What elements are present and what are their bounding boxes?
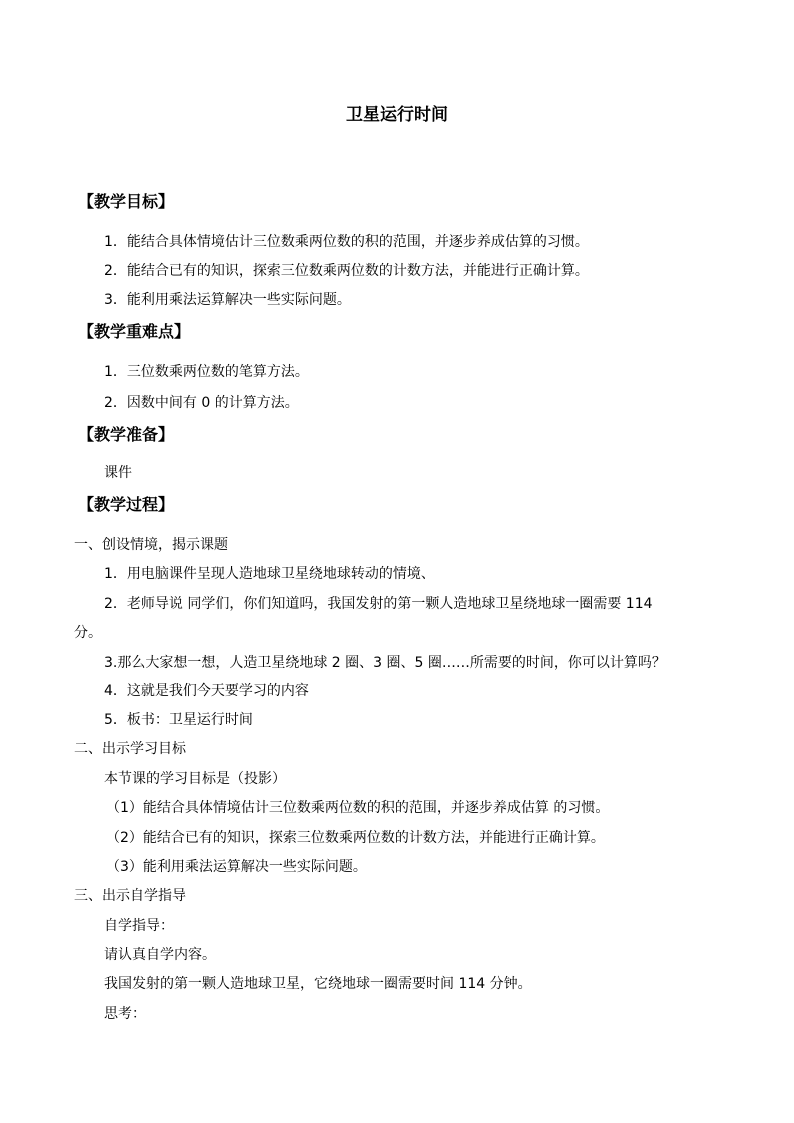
section-heading-preparation: 【教学准备】	[78, 425, 175, 444]
process-part-heading: 二、出示学习目标	[74, 741, 186, 757]
process-item: （3）能利用乘法运算解决一些实际问题。	[106, 859, 367, 875]
process-item: 5．板书：卫星运行时间	[104, 712, 253, 728]
process-item: 2．老师导说 同学们，你们知道吗，我国发射的第一颗人造地球卫星绕地球一圈需要 114	[104, 596, 653, 612]
process-item: 请认真自学内容。	[104, 947, 216, 963]
process-part-heading: 三、出示自学指导	[74, 888, 186, 904]
process-intro: 本节课的学习目标是（投影）	[104, 771, 286, 787]
process-item: （1）能结合具体情境估计三位数乘两位数的积的范围，并逐步养成估算 的习惯。	[106, 800, 610, 816]
key-point-item: 1．三位数乘两位数的笔算方法。	[104, 364, 309, 380]
process-item: 我国发射的第一颗人造地球卫星，它绕地球一圈需要时间 114 分钟。	[104, 976, 532, 992]
process-item-continuation: 分。	[74, 625, 102, 641]
process-item: 自学指导：	[104, 918, 174, 934]
key-point-item: 2．因数中间有 0 的计算方法。	[104, 395, 299, 411]
section-heading-process: 【教学过程】	[78, 495, 175, 514]
process-part-heading: 一、创设情境，揭示课题	[74, 537, 228, 553]
section-heading-key-points: 【教学重难点】	[78, 322, 191, 341]
objective-item: 3．能利用乘法运算解决一些实际问题。	[104, 292, 351, 308]
document-title: 卫星运行时间	[346, 105, 448, 125]
section-heading-objectives: 【教学目标】	[78, 192, 175, 211]
process-item: 3.那么大家想一想，人造卫星绕地球 2 圈、3 圈、5 圈……所需要的时间，你可以计算吗？	[104, 655, 666, 671]
process-item: 思考：	[104, 1006, 146, 1022]
process-item: （2）能结合已有的知识，探索三位数乘两位数的计数方法，并能进行正确计算。	[106, 830, 605, 846]
process-item: 1．用电脑课件呈现人造地球卫星绕地球转动的情境、	[104, 566, 435, 582]
preparation-item: 课件	[104, 465, 132, 481]
objective-item: 2．能结合已有的知识，探索三位数乘两位数的计数方法，并能进行正确计算。	[104, 263, 589, 279]
objective-item: 1．能结合具体情境估计三位数乘两位数的积的范围，并逐步养成估算的习惯。	[104, 234, 589, 250]
process-item: 4．这就是我们今天要学习的内容	[104, 683, 309, 699]
